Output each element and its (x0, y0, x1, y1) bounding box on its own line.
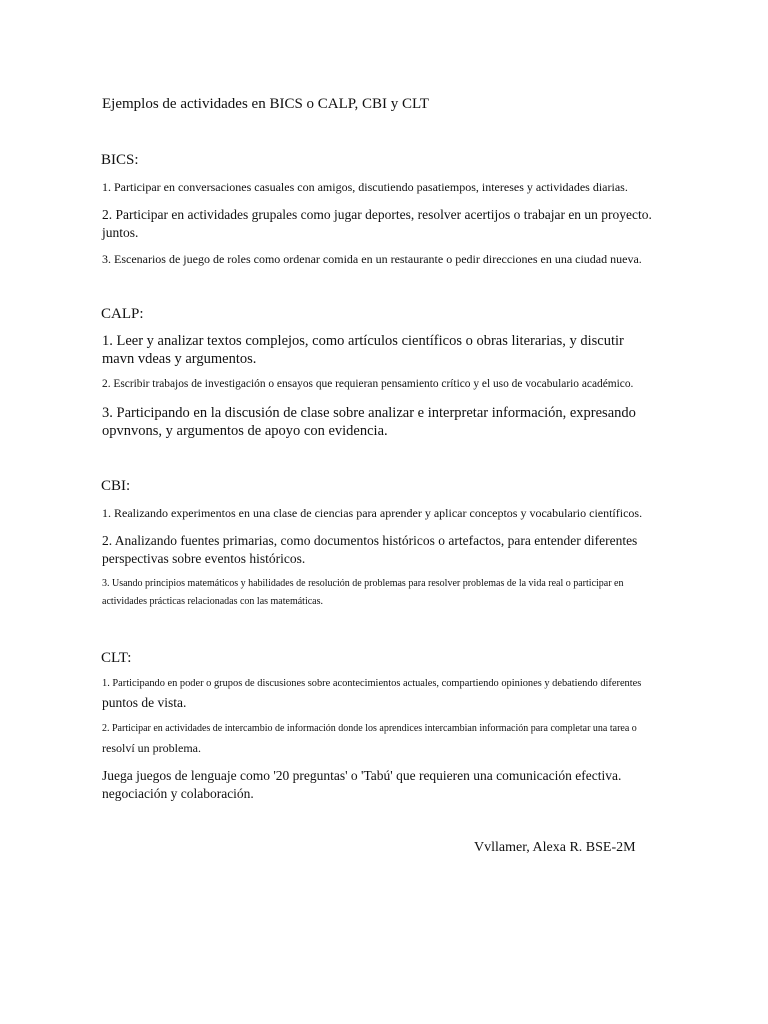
section-heading-calp: CALP: (101, 306, 144, 322)
calp-item-2: 2. Escribir trabajos de investigación o ensayos que requieran pensamiento crítico y el uso de vocabulario académico. (102, 378, 634, 390)
calp-item-1-line-1: 1. Leer y analizar textos complejos, como artículos científicos o obras literarias, y discutir (102, 333, 624, 349)
clt-item-3-line-1: Juega juegos de lenguaje como '20 preguntas' o 'Tabú' que requieren una comunicación efectiva. (102, 768, 622, 783)
clt-item-3-line-2: negociación y colaboración. (102, 786, 254, 801)
cbi-item-2-line-1: 2. Analizando fuentes primarias, como documentos históricos o artefactos, para entender diferentes (102, 533, 638, 548)
bics-item-3: 3. Escenarios de juego de roles como ordenar comida en un restaurante o pedir direcciones en una ciudad nueva. (102, 252, 642, 266)
calp-item-3-line-2: opvnvons, y argumentos de apoyo con evidencia. (102, 423, 388, 439)
cbi-item-2-line-2: perspectivas sobre eventos históricos. (102, 551, 306, 566)
clt-item-2-line-2: resolví un problema. (102, 741, 201, 755)
bics-item-1: 1. Participar en conversaciones casuales con amigos, discutiendo pasatiempos, intereses y actividades diarias. (102, 180, 628, 194)
clt-item-1-line-2: puntos de vista. (102, 695, 187, 710)
author-signature-line: Vvllamer, Alexa R. BSE-2M (474, 840, 636, 855)
clt-item-1-line-1: 1. Participando en poder o grupos de discusiones sobre acontecimientos actuales, compartiendo opiniones y debatiendo diferentes (102, 678, 642, 689)
bics-item-2-line-2: juntos. (102, 225, 139, 240)
calp-item-1-line-2: mavn vdeas y argumentos. (102, 351, 257, 367)
cbi-item-3-line-1: 3. Usando principios matemáticos y habilidades de resolución de problemas para resolver problemas de la vida real o participar en (102, 578, 624, 589)
cbi-item-3-line-2: actividades prácticas relacionadas con las matemáticas. (102, 596, 324, 607)
clt-item-2-line-1: 2. Participar en actividades de intercambio de información donde los aprendices intercambian información para completar una tarea o (102, 723, 637, 734)
section-heading-cbi: CBI: (101, 478, 131, 494)
section-heading-bics: BICS: (101, 152, 139, 168)
section-heading-clt: CLT: (101, 650, 132, 666)
document-title: Ejemplos de actividades en BICS o CALP, CBI y CLT (102, 96, 429, 112)
calp-item-3-line-1: 3. Participando en la discusión de clase sobre analizar e interpretar información, expresando (102, 405, 636, 421)
bics-item-2-line-1: 2. Participar en actividades grupales como jugar deportes, resolver acertijos o trabajar en un proyecto. (102, 207, 652, 222)
cbi-item-1: 1. Realizando experimentos en una clase de ciencias para aprender y aplicar conceptos y vocabulario científicos. (102, 506, 643, 520)
